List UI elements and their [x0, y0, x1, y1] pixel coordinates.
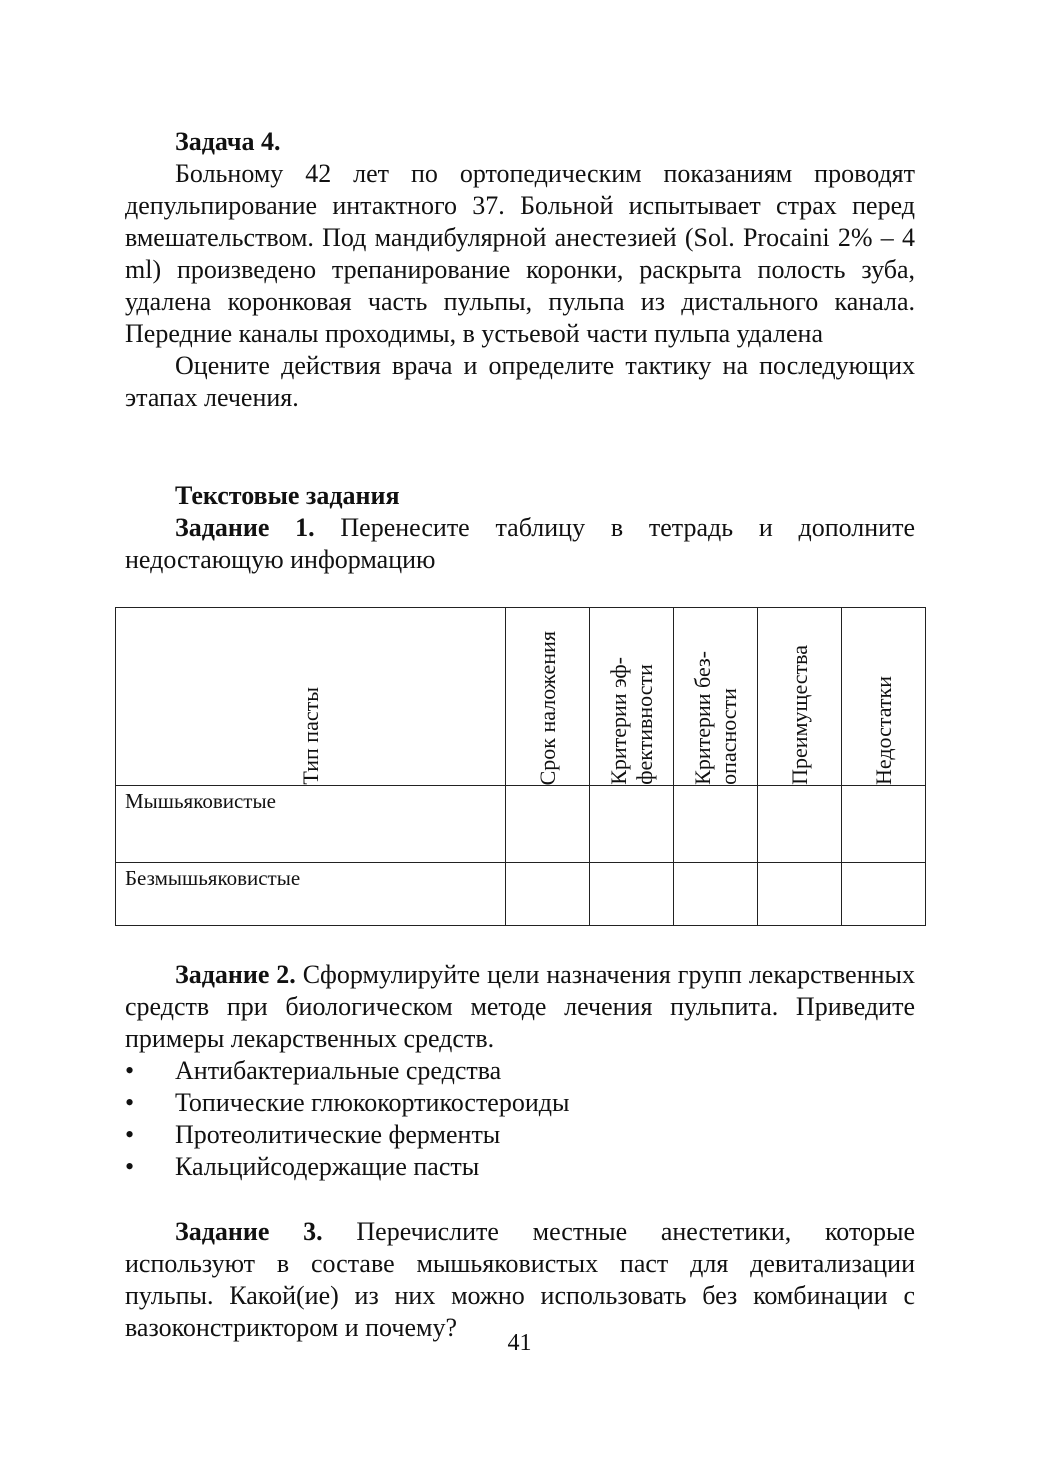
list-item — [125, 1055, 915, 1087]
header-cell — [674, 608, 758, 786]
task4-question: Оцените действия врача и определите тактику на последующих этапах лечения. — [125, 351, 915, 412]
header-disadvantages: Недостатки — [870, 675, 896, 785]
header-safety-criteria — [690, 645, 742, 785]
list-item-text: Протеолитические ферменты — [175, 1120, 501, 1149]
assignment2-section — [125, 959, 915, 1183]
table-cell — [842, 863, 926, 926]
header-advantages: Преимущества — [786, 645, 812, 785]
task4-body: Больному 42 лет по ортопедическим показаниям проводят депульпирование интактного 37. Больной испытывает страх перед вмешательством. Под мандибулярной анестезией (Sol. Procaini 2% – 4 ml) произведено трепанирование коронки, раскрыта полость зуба, удалена коронковая часть пульпы, пульпа из дистального канала. Передние каналы проходимы, в устьевой части пульпа удалена — [125, 159, 915, 348]
assignment1-body: Перенесите таблицу в тетрадь и дополните недостающую информацию — [125, 513, 915, 574]
assignment3-label: Задание 3. — [175, 1217, 323, 1246]
header-cell — [758, 608, 842, 786]
assignment3-section — [125, 1216, 915, 1344]
header-cell — [506, 608, 590, 786]
drug-group-list — [125, 1055, 915, 1183]
header-cell — [116, 608, 506, 786]
assignment2-body: Сформулируйте цели назначения групп лекарственных средств при биологическом методе лечения пульпита. Приведите примеры лекарственных средств. — [125, 960, 915, 1053]
table-cell — [758, 786, 842, 863]
header-safety-line1: Критерии без- — [689, 651, 715, 785]
task4-title: Задача 4. — [175, 127, 281, 156]
header-efficacy-line1: Критерии эф- — [605, 657, 631, 785]
list-item-text: Антибактериальные средства — [175, 1056, 502, 1085]
header-cell — [842, 608, 926, 786]
table-row — [116, 786, 926, 863]
list-item — [125, 1151, 915, 1183]
table-row — [116, 863, 926, 926]
table-cell — [506, 786, 590, 863]
header-safety-line2: опасности — [715, 688, 741, 785]
list-item — [125, 1087, 915, 1119]
table-cell — [758, 863, 842, 926]
header-application-time: Срок наложения — [534, 630, 560, 785]
assignment2-text — [125, 959, 915, 1055]
page-number: 41 — [507, 1330, 532, 1356]
paste-table — [115, 607, 926, 926]
list-item-text: Кальцийсодержащие пасты — [175, 1152, 480, 1181]
bullet-icon: • — [125, 1120, 135, 1149]
table-cell — [506, 863, 590, 926]
assignment1-text — [125, 512, 915, 576]
header-cell — [590, 608, 674, 786]
assignment2-label: Задание 2. — [175, 960, 296, 989]
table-cell — [590, 786, 674, 863]
header-efficacy-line2: фективности — [631, 664, 657, 785]
list-item-text: Топические глюкокортикостероиды — [175, 1088, 570, 1117]
assignments-section — [125, 480, 915, 576]
bullet-icon: • — [125, 1056, 135, 1085]
list-item — [125, 1119, 915, 1151]
header-paste-type: Тип пасты — [297, 687, 323, 785]
table-cell — [674, 863, 758, 926]
task4-section — [125, 126, 915, 414]
header-efficacy-criteria — [606, 651, 658, 785]
row-label-arsenic: Мышьяковистые — [116, 786, 506, 863]
row-label-arsenic-free: Безмышьяковистые — [116, 863, 506, 926]
assignment3-body: Перечислите местные анестетики, которые используют в составе мышьяковистых паст для девитализации пульпы. Какой(ие) из них можно использовать без комбинации с вазоконстриктором и почему? — [125, 1217, 915, 1342]
section-title: Текстовые задания — [175, 481, 400, 510]
bullet-icon: • — [125, 1152, 135, 1181]
table-header-row — [116, 608, 926, 786]
assignment1-label: Задание 1. — [175, 513, 315, 542]
table-cell — [842, 786, 926, 863]
bullet-icon: • — [125, 1088, 135, 1117]
assignment3-text — [125, 1216, 915, 1344]
table-cell — [674, 786, 758, 863]
table-cell — [590, 863, 674, 926]
